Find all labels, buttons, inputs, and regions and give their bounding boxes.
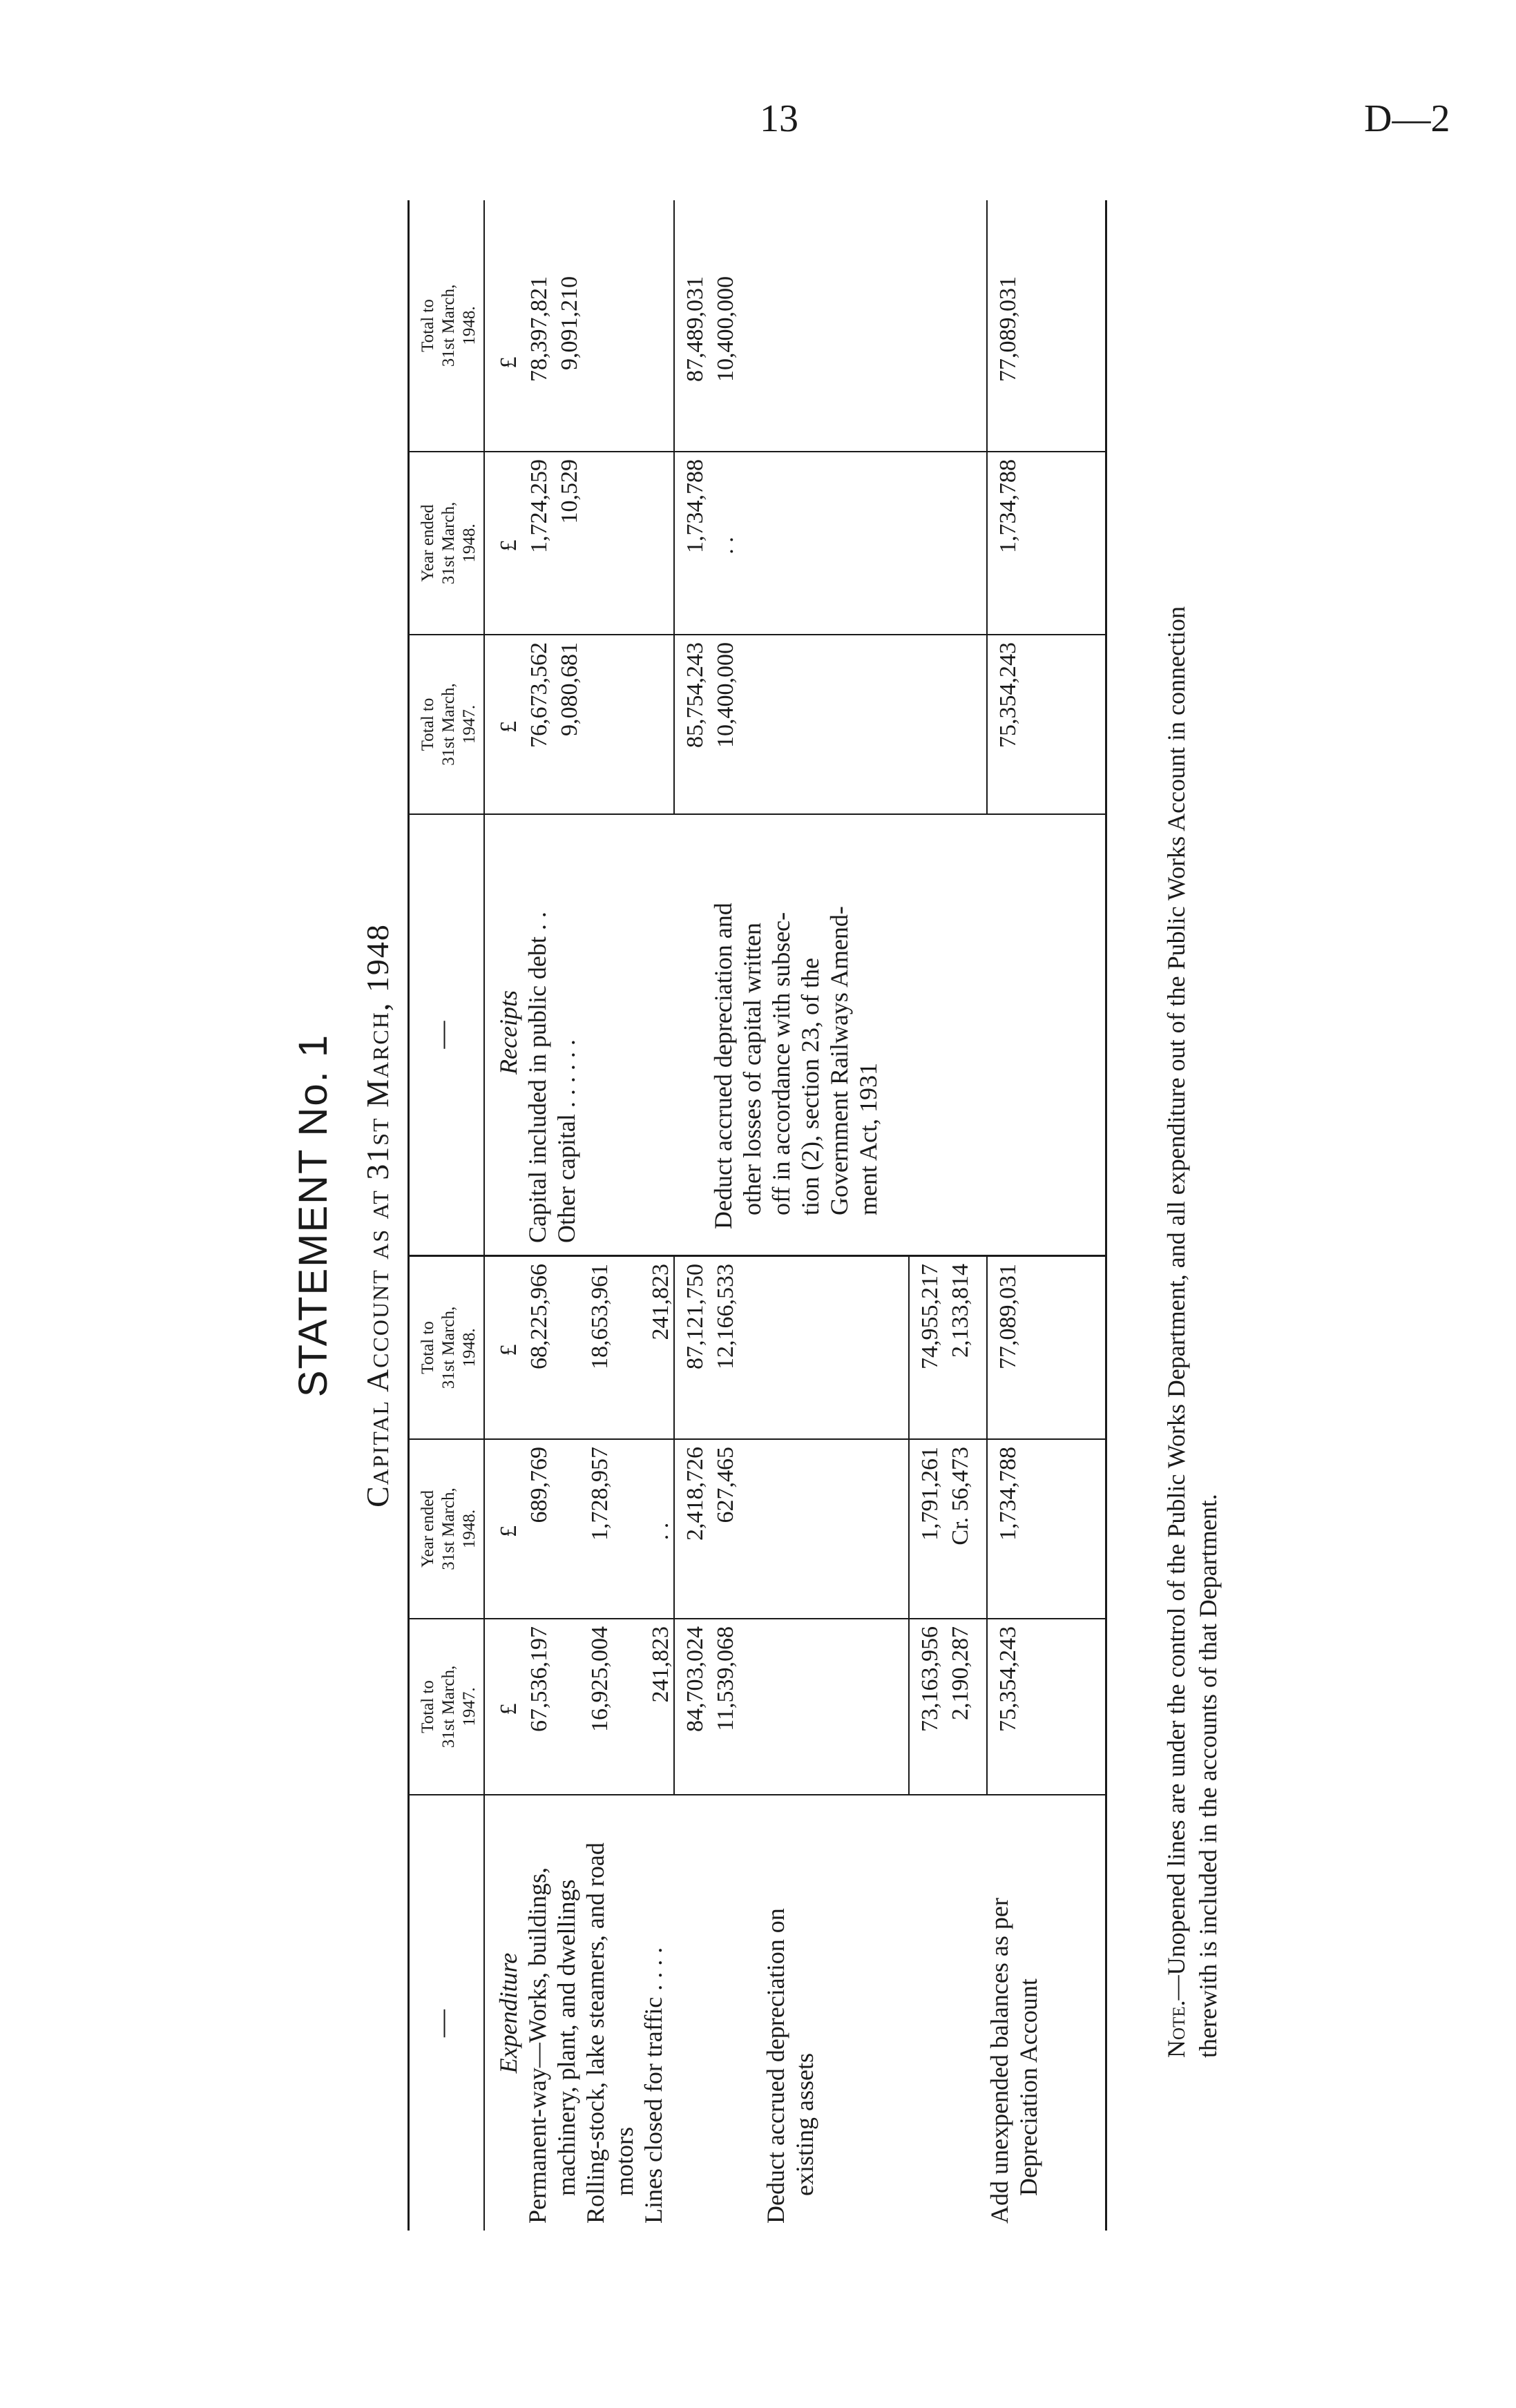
exp-row-label: Lines closed for traffic . . . .	[640, 1947, 667, 2224]
rec-total-1948-header: Total to 31st March, 1948.	[419, 284, 479, 367]
exp-deduct-label: existing assets	[791, 2053, 818, 2196]
rec-subtotal-year-1948: 1,734,788 . .	[682, 459, 738, 555]
rec-total-rule	[986, 200, 988, 813]
exp-net-1947: 73,163,956 2,190,287	[917, 1626, 973, 1732]
statement-subtitle: Capital Account as at 31st March, 1948	[360, 923, 395, 1508]
col-sep	[407, 1794, 1105, 1795]
rec-total-1948-column: £ 78,397,821 9,091,210	[496, 276, 582, 382]
exp-net-rule	[908, 1257, 910, 1794]
footnote	[1160, 401, 1224, 2058]
desc-col-header: —	[426, 2010, 457, 2037]
exp-subtotal-year-1948: 2,418,726 627,465	[682, 1447, 738, 1541]
receipts-heading: Receipts	[495, 990, 522, 1075]
rec-row-label: Capital included in public debt . .	[524, 912, 551, 1243]
col-sep	[407, 1618, 1105, 1619]
exp-row-label: Rolling-stock, lake steamers, and road	[582, 1842, 609, 2224]
exp-subtotal-1948: 87,121,750 12,166,533	[682, 1264, 738, 1369]
rec-subtotal-1947: 85,754,243 10,400,000	[682, 642, 738, 748]
exp-subtotal-1947: 84,703,024 11,539,068	[682, 1626, 738, 1732]
exp-net-1948: 74,955,217 2,133,814	[917, 1264, 973, 1369]
rec-total-1947-header: Total to 31st March, 1947.	[419, 683, 479, 766]
rec-total-1947-column: £ 76,673,562 9,080,681	[496, 642, 582, 748]
exp-add-label: Depreciation Account	[1015, 1978, 1042, 2196]
col-sep	[407, 1438, 1105, 1440]
exp-row-label: machinery, plant, and dwellings	[553, 1879, 580, 2196]
header-bottom-rule	[483, 200, 485, 2231]
exp-total-1948-column: £ 68,225,966 18,653,961 241,823	[496, 1264, 673, 1369]
statement-title: STATEMENT No. 1	[291, 1033, 336, 1398]
page-number: 13	[760, 97, 798, 140]
exp-row-label: motors	[611, 2126, 638, 2196]
exp-row-label: Permanent-way—Works, buildings,	[524, 1867, 551, 2224]
exp-net-year-1948: 1,791,261 Cr. 56,473	[917, 1447, 973, 1545]
exp-grand-total-1948: 77,089,031	[995, 1264, 1021, 1369]
exp-total-1947-column: £ 67,536,197 16,925,004 241,823	[496, 1626, 673, 1732]
rec-grand-total-year-1948: 1,734,788	[995, 459, 1021, 553]
receipts-description: Receipts Capital included in public debt . . Other capital . . . . . . Deduct accrued depreciation and other losses of capital written off in accordance with subsec- tion (2), section 23, of the Government Railways Amend- ment Act, 1931	[494, 822, 883, 1243]
rec-year-1948-header: Year ended 31st March, 1948.	[419, 501, 479, 585]
exp-grand-total-1947: 75,354,243	[995, 1626, 1021, 1732]
document-reference: D—2	[1364, 97, 1450, 140]
rec-grand-total-1947: 75,354,243	[995, 642, 1021, 748]
rec-row-label: Other capital . . . . . .	[553, 1039, 580, 1243]
note-text-2: therewith is included in the accounts of that Department.	[1194, 1494, 1222, 2058]
rec-desc-col-header: —	[426, 1021, 457, 1049]
rec-subtotal-rule	[673, 200, 675, 813]
col-sep	[407, 634, 1105, 635]
exp-year-1948-column: £ 689,769 1,728,957 . .	[496, 1447, 673, 1541]
rec-deduct-text: Deduct accrued depreciation and	[709, 903, 737, 1229]
exp-add-label: Add unexpended balances as per	[986, 1898, 1013, 2224]
col-sep	[407, 451, 1105, 452]
table-top-rule	[407, 200, 410, 2231]
note-text: —Unopened lines are under the control of the Public Works Department, and all expenditure out of the Public Works Account in connection	[1162, 606, 1190, 2001]
rec-grand-total-1948: 77,089,031	[995, 276, 1021, 382]
exp-total-1948-header: Total to 31st March, 1948.	[419, 1306, 479, 1389]
rotated-statement	[117, 180, 1292, 2251]
exp-deduct-label: Deduct accrued depreciation on	[762, 1908, 789, 2224]
col-sep-center	[407, 1255, 1105, 1257]
expenditure-heading: Expenditure	[495, 1952, 522, 2074]
exp-year-1948-header: Year ended 31st March, 1948.	[419, 1487, 479, 1570]
table-bottom-rule	[1105, 200, 1107, 2231]
note-lead: Note.	[1162, 2000, 1190, 2058]
rec-year-1948-column: £ 1,724,259 10,529	[496, 459, 582, 553]
rec-subtotal-1948: 87,489,031 10,400,000	[682, 276, 738, 382]
exp-grand-total-year-1948: 1,734,788	[995, 1447, 1021, 1541]
exp-subtotal-rule	[673, 1257, 675, 1794]
exp-total-rule	[986, 1257, 988, 1794]
col-sep	[407, 813, 1105, 815]
expenditure-description	[494, 1802, 1043, 2224]
exp-total-1947-header: Total to 31st March, 1947.	[419, 1665, 479, 1749]
